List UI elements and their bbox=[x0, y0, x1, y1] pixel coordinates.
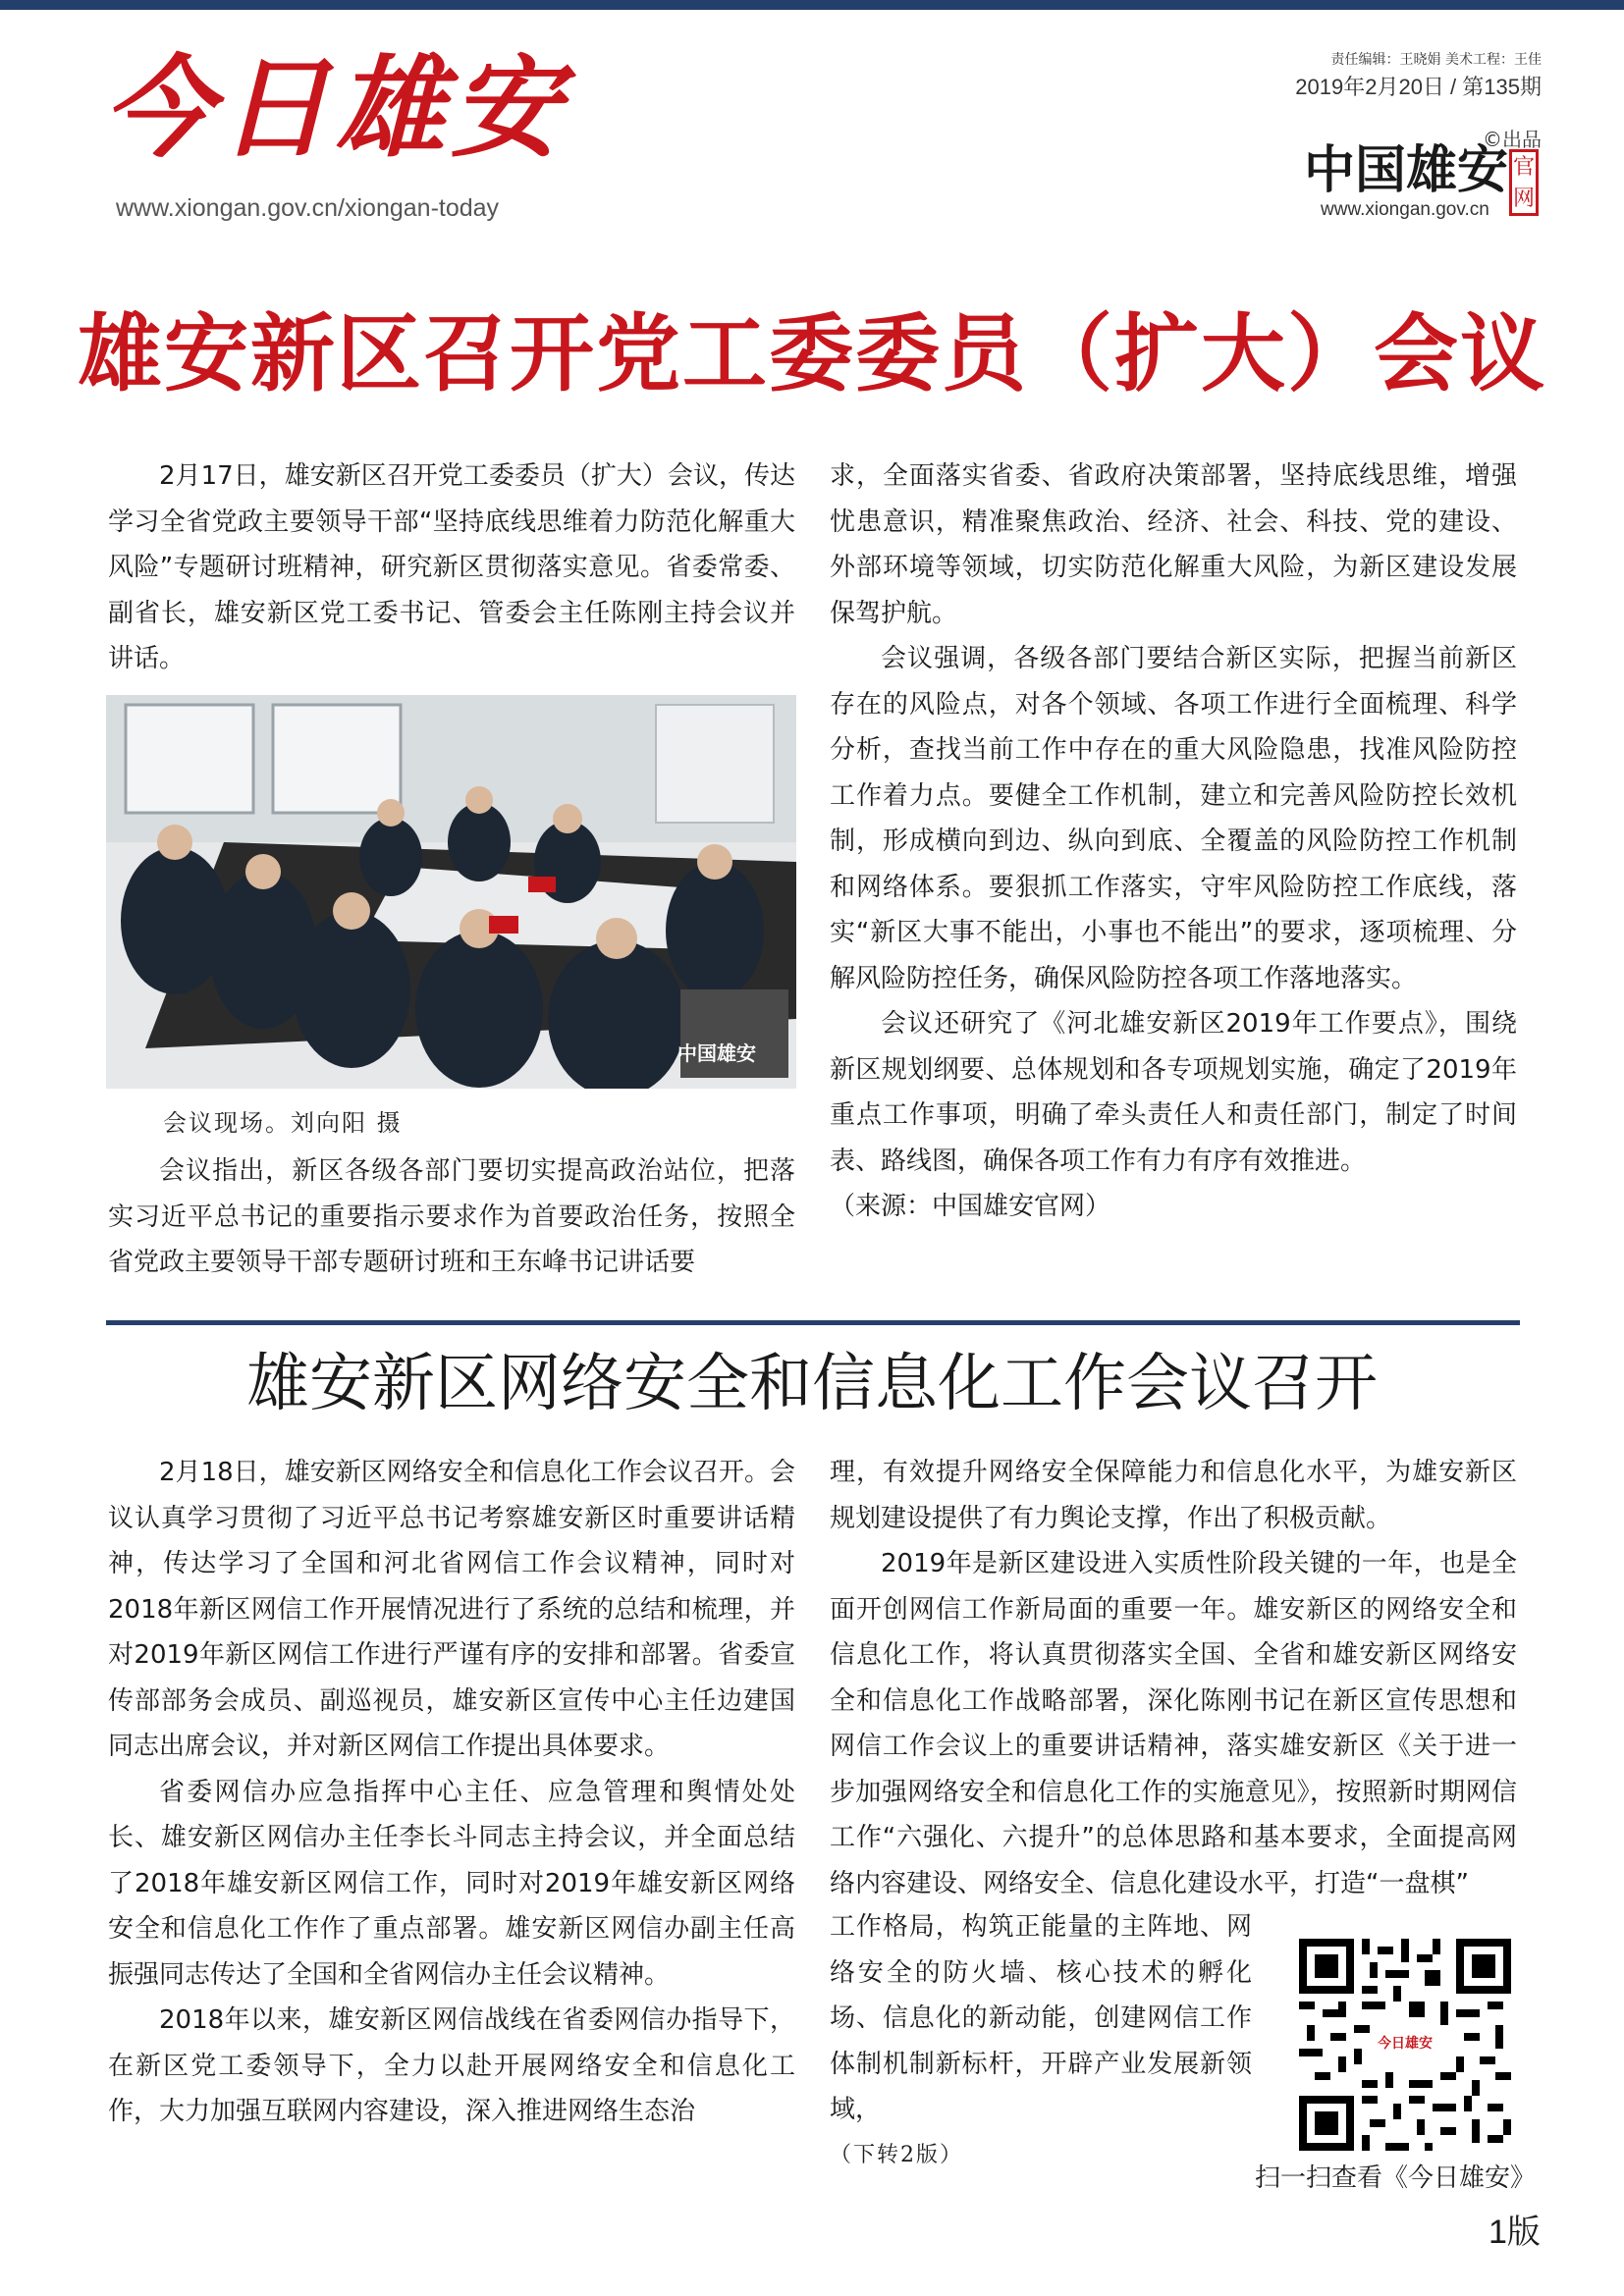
meeting-photo bbox=[106, 695, 796, 1089]
masthead-url[interactable]: www.xiongan.gov.cn/xiongan-today bbox=[116, 194, 500, 222]
article2-paragraph: 2019年是新区建设进入实质性阶段关键的一年，也是全面开创网信工作新局面的重要一年。雄安新区的网络安全和信息化工作，将认真贯彻落实全国、全省和雄安新区网络安全和信息化工作战略部署，深化陈刚书记在新区宣传思想和网信工作会议上的重要讲话精神，落实雄安新区《关于进一步加强网络安全和信息化工作的实施意见》，按照新时期网信工作“六强化、六提升”的总体思路和基本要求，全面提高网络内容建设、网络安全、信息化建设水平，打造“一盘棋” bbox=[830, 1549, 1517, 1898]
article2-column2 bbox=[830, 1450, 1517, 1906]
article1-source: （来源：中国雄安官网） bbox=[830, 1192, 1111, 1221]
qr-caption: 扫一扫查看《今日雄安》 bbox=[1255, 2163, 1537, 2193]
top-color-bar bbox=[0, 0, 1624, 10]
article1-paragraph: 会议指出，新区各级各部门要切实提高政治站位，把落实习近平总书记的重要指示要求作为首要政治任务，按照全省党政主要领导干部专题研讨班和王东峰书记讲话要 bbox=[108, 1156, 795, 1277]
article1-column2 bbox=[830, 454, 1517, 1230]
article2-paragraph-end: 工作格局，构筑正能量的主阵地、网络安全的防火墙、核心技术的孵化场、信息化的新动能，创建网信工作体制机制新标杆，开辟产业发展新领域， bbox=[830, 1912, 1252, 2124]
masthead-logo: 今日雄安 bbox=[103, 44, 567, 173]
article2-paragraph: 省委网信办应急指挥中心主任、应急管理和舆情处处长、雄安新区网信办主任李长斗同志主持会议，并全面总结了2018年雄安新区网信工作，同时对2019年雄安新区网络安全和信息化工作作了重点部署。雄安新区网信办副主任高振强同志传达了全国和全省网信办主任会议精神。 bbox=[108, 1777, 795, 1990]
page-number: 1版 bbox=[1489, 2214, 1541, 2251]
article2-column1 bbox=[108, 1450, 795, 2135]
editor-credits: 责任编辑：王晓娟 美术工程：王佳 bbox=[1330, 52, 1542, 68]
photo-caption: 会议现场。刘向阳 摄 bbox=[163, 1109, 403, 1137]
producer-url[interactable]: www.xiongan.gov.cn bbox=[1321, 199, 1489, 220]
article1-paragraph: 2月17日，雄安新区召开党工委委员（扩大）会议，传达学习全省党政主要领导干部“坚持底线思维着力防范化解重大风险”专题研讨班精神，研究新区贯彻落实意见。省委常委、副省长，雄安新区党工委书记、管委会主任陈刚主持会议并讲话。 bbox=[108, 461, 795, 673]
producer-label: ©出品 bbox=[1483, 128, 1542, 151]
article2-paragraph: 2018年以来，雄安新区网信战线在省委网信办指导下，在新区党工委领导下，全力以赴开展网络安全和信息化工作，大力加强互联网内容建设，深入推进网络生态治 bbox=[108, 2005, 795, 2126]
article1-headline: 雄安新区召开党工委委员（扩大）会议 bbox=[78, 304, 1546, 403]
photo-watermark: 中国雄安 bbox=[677, 1041, 756, 1065]
qr-badge-logo: 今日雄安 bbox=[1373, 2019, 1437, 2068]
article2-paragraph: 2月18日，雄安新区网络安全和信息化工作会议召开。会议认真学习贯彻了习近平总书记考察雄安新区时重要讲话精神，传达学习了全国和河北省网信工作会议精神，同时对2018年新区网信工作开展情况进行了系统的总结和梳理，并对2019年新区网信工作进行严谨有序的安排和部署。省委宣传部部务会成员、副巡视员，雄安新区宣传中心主任边建国同志出席会议，并对新区网信工作提出具体要求。 bbox=[108, 1458, 795, 1761]
article2-headline: 雄安新区网络安全和信息化工作会议召开 bbox=[246, 1348, 1378, 1420]
article1-paragraph: 会议还研究了《河北雄安新区2019年工作要点》，围绕新区规划纲要、总体规划和各专项规划实施，确定了2019年重点工作事项，明确了牵头责任人和责任部门，制定了时间表、路线图，确保各项工作有力有序有效推进。 bbox=[830, 1009, 1517, 1176]
article2-column2-narrow bbox=[830, 1904, 1252, 2178]
article1-column1-bottom bbox=[108, 1148, 795, 1286]
article1-paragraph-continued: 求，全面落实省委、省政府决策部署，坚持底线思维，增强忧患意识，精准聚焦政治、经济、社会、科技、党的建设、外部环境等领域，切实防范化解重大风险，为新区建设发展保驾护航。 bbox=[830, 461, 1517, 628]
article2-paragraph-continued: 理，有效提升网络安全保障能力和信息化水平，为雄安新区规划建设提供了有力舆论支撑，作出了积极贡献。 bbox=[830, 1458, 1517, 1533]
continued-notice: （下转2版） bbox=[830, 2142, 963, 2167]
producer-brand-logo: 中国雄安 bbox=[1304, 140, 1509, 200]
producer-seal-icon: 官网 bbox=[1509, 149, 1539, 216]
article1-paragraph: 会议强调，各级各部门要结合新区实际，把握当前新区存在的风险点，对各个领域、各项工作进行全面梳理、科学分析，查找当前工作中存在的重大风险隐患，找准风险防控工作着力点。要健全工作机制，建立和完善风险防控长效机制，形成横向到边、纵向到底、全覆盖的风险防控工作机制和网络体系。要狠抓工作落实，守牢风险防控工作底线，落实“新区大事不能出，小事也不能出”的要求，逐项梳理、分解风险防控任务，确保风险防控各项工作落地落实。 bbox=[830, 644, 1517, 993]
issue-date: 2019年2月20日 / 第135期 bbox=[1295, 75, 1542, 99]
section-divider bbox=[106, 1320, 1520, 1325]
article1-column1-top bbox=[108, 454, 795, 682]
